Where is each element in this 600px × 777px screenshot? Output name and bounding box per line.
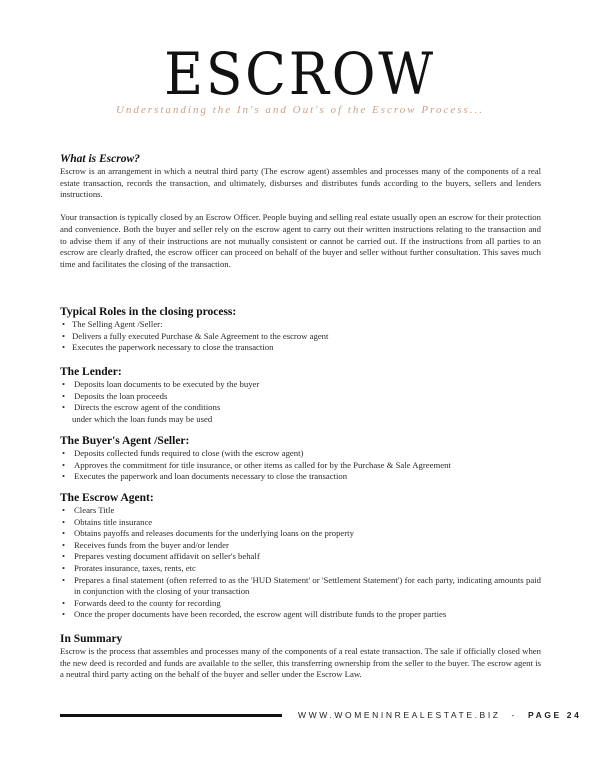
list-item: • Deposits collected funds required to close (with the escrow agent)	[60, 448, 541, 460]
list-item: • Delivers a fully executed Purchase & Sale Agreement to the escrow agent	[60, 331, 541, 343]
buyer-agent-section	[60, 434, 541, 483]
list-item: • Forwards deed to the county for recording	[60, 598, 541, 610]
paragraph: Escrow is the process that assembles and processes many of the components of a real estate transaction. The sale if officially closed when the new deed is recorded and funds are available to the seller, this transferring ownership from the seller to the buyer. The escrow agent is a neutral third party acting on the behalf of the buyer and seller under the Escrow Law.	[60, 646, 541, 680]
lender-section	[60, 365, 541, 425]
section-heading: Typical Roles in the closing process:	[60, 306, 237, 318]
page-subtitle: Understanding the In's and Out's of the Escrow Process...	[115, 104, 485, 116]
list-item: • Obtains title insurance	[60, 517, 541, 529]
page-title: ESCROW	[164, 40, 436, 108]
list-item: • Prorates insurance, taxes, rents, etc	[60, 563, 541, 575]
footer	[298, 710, 581, 720]
list-item: • Receives funds from the buyer and/or lender	[60, 540, 541, 552]
list-item: • Executes the paperwork necessary to close the transaction	[60, 342, 541, 354]
list-item: • Clears Title	[60, 505, 541, 517]
what-is-escrow-section	[60, 152, 541, 270]
list-item: • Approves the commitment for title insurance, or other items as called for by the Purchase & Sale Agreement	[60, 460, 541, 472]
paragraph: Escrow is an arrangement in which a neutral third party (The escrow agent) assembles and processes many of the components of a real estate transaction, records the transaction, and ultimately, disburses and distributes funds according to the buyers, sellers and lenders instructions.	[60, 166, 541, 200]
escrow-agent-section	[60, 491, 541, 621]
section-heading: The Escrow Agent:	[60, 492, 154, 504]
list-item: • Prepares vesting document affidavit on seller's behalf	[60, 551, 541, 563]
website-link[interactable]: WWW.WOMENINREALESTATE.BIZ	[298, 710, 501, 720]
summary-section	[60, 632, 541, 681]
section-heading: The Lender:	[60, 366, 122, 378]
paragraph: Your transaction is typically closed by an Escrow Officer. People buying and selling real estate usually open an escrow for their protection and convenience. Both the buyer and seller rely on the escrow agent to carry out their written instructions relating to the transaction and to advise them if any of their instructions are not mutually consistent or cannot be carried out. If the instructions from all parties to an escrow are clearly drafted, the escrow officer can proceed on behalf of the buyer and seller without further consultation. This saves much time and facilitates the closing of the transaction.	[60, 212, 541, 269]
list-item: • Deposits loan documents to be executed by the buyer	[60, 379, 541, 391]
list-continuation: under which the loan funds may be used	[72, 413, 213, 424]
list-item: • Prepares a final statement (often referred to as the 'HUD Statement' or 'Settlement Statement') for each party, indicating amounts paid in conjunction with the closing of your transaction	[60, 575, 541, 598]
list-item: • The Selling Agent /Seller:	[60, 319, 541, 331]
list-item: • Executes the paperwork and loan documents necessary to close the transaction	[60, 471, 541, 483]
roles-section	[60, 305, 541, 354]
footer-divider	[60, 714, 282, 717]
section-heading: In Summary	[60, 633, 123, 645]
page-number: PAGE 24	[527, 710, 582, 720]
list-item: • Once the proper documents have been recorded, the escrow agent will distribute funds to the proper parties	[60, 609, 541, 621]
list-item: • Directs the escrow agent of the conditions	[60, 402, 541, 414]
section-heading: What is Escrow?	[60, 153, 140, 165]
list-item: • Obtains payoffs and releases documents for the underlying loans on the property	[60, 528, 541, 540]
section-heading: The Buyer's Agent /Seller:	[60, 435, 190, 447]
footer-separator: -	[511, 710, 517, 720]
list-item: • Deposits the loan proceeds	[60, 391, 541, 403]
